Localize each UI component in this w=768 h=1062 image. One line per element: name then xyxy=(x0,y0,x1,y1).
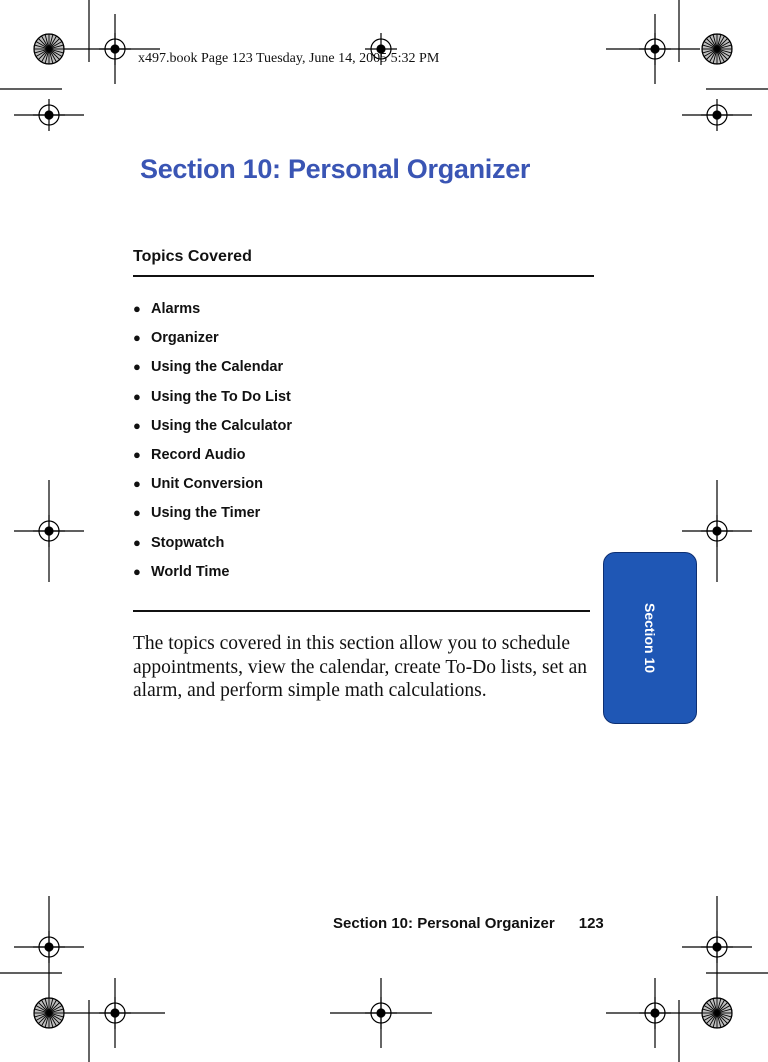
list-item: ● Stopwatch xyxy=(133,532,292,561)
bullet-icon: ● xyxy=(133,446,141,462)
page-title: Section 10: Personal Organizer xyxy=(140,154,531,184)
page-number: 123 xyxy=(578,915,604,932)
intro-paragraph: The topics covered in this section allow you to schedule appointments, view the calendar, create To-Do lists, set an alarm, and perform simple math calculations. xyxy=(133,633,587,701)
bullet-icon: ● xyxy=(133,330,141,346)
section-tab xyxy=(603,552,697,724)
print-slug: x497.book Page 123 Tuesday, June 14, 2005 5:32 PM xyxy=(138,51,440,66)
bullet-icon: ● xyxy=(133,388,141,404)
list-item: ● Using the To Do List xyxy=(133,386,292,415)
list-item: ● Alarms xyxy=(133,298,292,327)
bullet-icon: ● xyxy=(133,534,141,550)
list-item: ● Unit Conversion xyxy=(133,473,292,502)
list-item: ● Using the Calculator xyxy=(133,415,292,444)
bullet-icon: ● xyxy=(133,563,141,579)
footer-section-title: Section 10: Personal Organizer xyxy=(333,915,555,932)
bullet-icon: ● xyxy=(133,417,141,433)
topics-heading: Topics Covered xyxy=(133,248,252,265)
page-footer xyxy=(333,915,604,932)
bottom-divider xyxy=(133,610,590,612)
list-item: ● Organizer xyxy=(133,327,292,356)
bullet-icon: ● xyxy=(133,301,141,316)
top-divider xyxy=(133,275,594,277)
bullet-icon: ● xyxy=(133,359,141,375)
bullet-icon: ● xyxy=(133,505,141,521)
bullet-icon: ● xyxy=(133,476,141,492)
list-item: ● Using the Calendar xyxy=(133,356,292,385)
list-item: ● Using the Timer xyxy=(133,502,292,531)
list-item: ● Record Audio xyxy=(133,444,292,473)
topics-list xyxy=(133,298,292,590)
list-item: ● World Time xyxy=(133,561,292,590)
section-tab-label: Section 10 xyxy=(642,602,658,674)
